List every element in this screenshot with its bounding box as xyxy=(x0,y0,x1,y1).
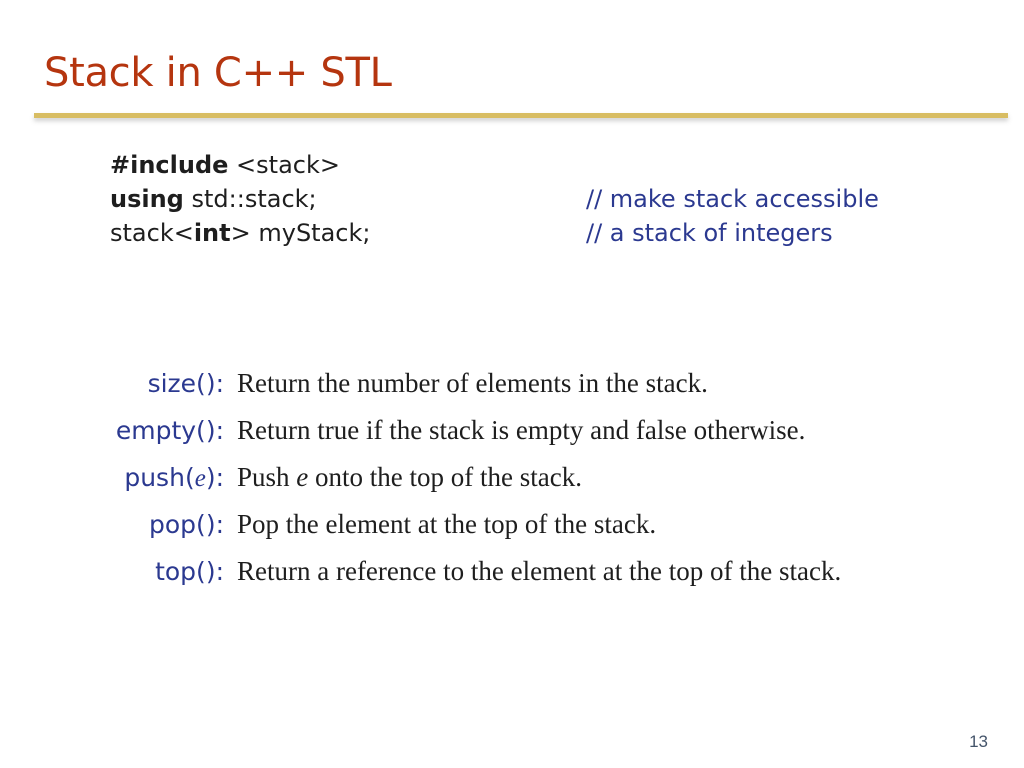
code-statement xyxy=(110,216,370,250)
method-row-size xyxy=(0,360,1024,407)
method-argument: e xyxy=(194,465,206,492)
method-description: Return a reference to the element at the top of the stack. xyxy=(237,556,842,586)
method-identifier: pop xyxy=(149,510,197,539)
method-name xyxy=(124,454,224,502)
description-text: onto the top of the stack. xyxy=(308,462,582,492)
code-comment: // make stack accessible xyxy=(586,185,879,213)
title-underline xyxy=(34,113,1008,118)
method-row-top xyxy=(0,548,1024,595)
method-description xyxy=(237,454,582,501)
method-paren: ( xyxy=(196,557,206,586)
method-name xyxy=(149,501,224,548)
method-paren: ): xyxy=(205,510,224,539)
method-identifier: top xyxy=(155,557,197,586)
method-row-pop xyxy=(0,501,1024,548)
code-statement xyxy=(110,148,340,182)
code-comment: // a stack of integers xyxy=(586,219,833,247)
code-text: stack< xyxy=(110,219,194,247)
method-identifier: push xyxy=(124,463,185,492)
method-description: Pop the element at the top of the stack. xyxy=(237,509,657,539)
method-description: Return true if the stack is empty and false otherwise. xyxy=(237,415,806,445)
code-keyword: int xyxy=(193,219,231,247)
method-paren: ( xyxy=(196,416,206,445)
code-line-include xyxy=(110,148,910,182)
method-paren: ): xyxy=(205,416,224,445)
code-statement xyxy=(110,182,317,216)
code-line-using xyxy=(110,182,910,216)
description-text: Push xyxy=(237,462,297,492)
method-paren: ): xyxy=(205,369,224,398)
method-description: Return the number of elements in the stack. xyxy=(237,368,708,398)
method-paren: ( xyxy=(196,510,206,539)
code-keyword: using xyxy=(110,185,184,213)
method-name xyxy=(148,360,224,407)
method-row-empty xyxy=(0,407,1024,454)
code-line-declaration xyxy=(110,216,910,250)
method-name xyxy=(116,407,224,454)
method-identifier: empty xyxy=(115,416,197,445)
code-block xyxy=(110,148,910,250)
code-text: std::stack; xyxy=(183,185,317,213)
method-paren: ( xyxy=(184,463,195,492)
code-keyword: #include xyxy=(110,151,229,179)
method-identifier: size xyxy=(147,369,197,398)
method-paren: ( xyxy=(196,369,206,398)
method-name xyxy=(155,548,224,595)
code-text: > myStack; xyxy=(230,219,371,247)
slide-title: Stack in C++ STL xyxy=(44,50,392,96)
method-row-push xyxy=(0,454,1024,501)
description-argument: e xyxy=(296,462,309,492)
method-list xyxy=(0,360,1024,595)
page-number: 13 xyxy=(969,732,988,751)
code-text: <stack> xyxy=(228,151,340,179)
method-paren: ): xyxy=(205,463,224,492)
method-paren: ): xyxy=(205,557,224,586)
